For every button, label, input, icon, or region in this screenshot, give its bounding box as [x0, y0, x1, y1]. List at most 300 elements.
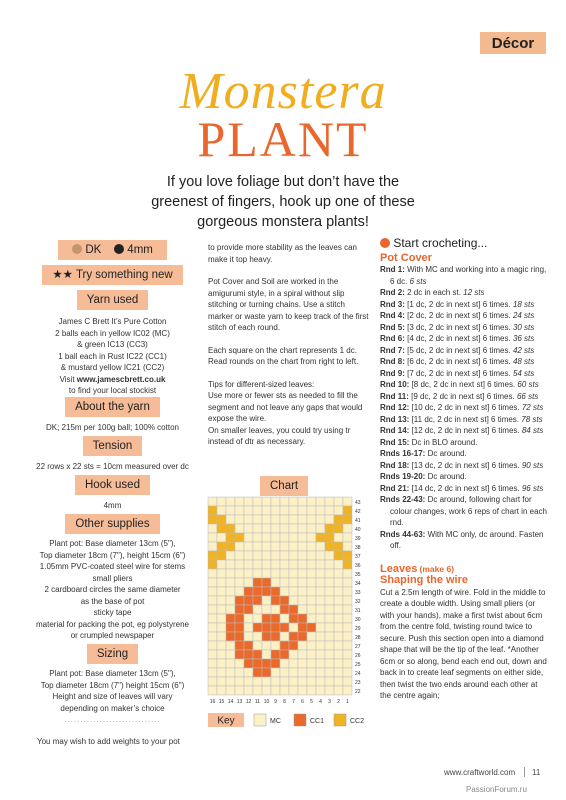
chart-cell [271, 560, 280, 569]
chart-cell [334, 614, 343, 623]
round-instruction [380, 310, 548, 322]
chart-cell [289, 542, 298, 551]
chart-cell [280, 524, 289, 533]
chart-cell [280, 578, 289, 587]
chart-cell [343, 632, 352, 641]
supplies-line: 1.05mm PVC-coated steel wire for stems [39, 562, 186, 571]
chart-cell [271, 596, 280, 605]
chart-cell [235, 668, 244, 677]
chart-cell [271, 569, 280, 578]
stitch-count: 54 sts [512, 368, 535, 378]
chart-cell [217, 659, 226, 668]
row-number: 31 [355, 608, 361, 614]
key-swatch [334, 714, 346, 726]
chart-cell [244, 578, 253, 587]
chart-cell [226, 587, 235, 596]
chart-cell [217, 497, 226, 506]
chart-cell [271, 515, 280, 524]
chart-cell [289, 668, 298, 677]
chart-cell [334, 551, 343, 560]
visit-text: Visit [59, 374, 75, 384]
row-number: 34 [355, 581, 361, 587]
paragraph: to provide more stability as the leaves can make it top heavy. [208, 243, 357, 264]
supplies-line: small pliers [92, 573, 133, 583]
wire-heading: Shaping the wire [380, 574, 469, 586]
chart-cell [235, 650, 244, 659]
chart-cell [307, 623, 316, 632]
round-instruction [380, 391, 548, 403]
chart-cell [325, 515, 334, 524]
chart-cell [280, 614, 289, 623]
chart-cell [208, 623, 217, 632]
chart-cell [244, 524, 253, 533]
stitch-count: 78 sts [521, 414, 543, 424]
chart-cell [307, 632, 316, 641]
chart-cell [334, 533, 343, 542]
yarn-line: 2 balls each in yellow IC02 (MC) [55, 328, 170, 338]
chart-cell [343, 668, 352, 677]
chart-cell [217, 596, 226, 605]
row-number: 36 [355, 563, 361, 569]
chart-cell [298, 623, 307, 632]
chart-cell [262, 668, 271, 677]
yarn-ball-icon [72, 244, 82, 254]
key-label: MC [270, 718, 281, 725]
chart-cell [226, 524, 235, 533]
chart-cell [226, 542, 235, 551]
chart-cell [334, 641, 343, 650]
chart-cell [244, 650, 253, 659]
round-text: [11 dc, 2 dc in next st] 6 times. [409, 414, 522, 424]
chart-cell [325, 605, 334, 614]
chart-cell [289, 632, 298, 641]
chart-cell [208, 641, 217, 650]
chart-cell [253, 578, 262, 587]
round-text: [2 dc, 2 dc in next st] 6 times. [404, 311, 513, 320]
round-text: [3 dc, 2 dc in next st] 6 times. [404, 322, 513, 332]
chart-cell [244, 542, 253, 551]
chart-cell [208, 560, 217, 569]
round-instruction [380, 425, 548, 437]
chart-cell [271, 641, 280, 650]
row-number: 29 [355, 626, 361, 632]
chart-cell [280, 650, 289, 659]
stitch-count: 24 sts [512, 311, 535, 320]
chart-cell [244, 677, 253, 686]
supplies-line: sticky tape [93, 608, 132, 617]
divider-dots: .............................. [64, 715, 161, 724]
chart-cell [208, 524, 217, 533]
chart-cell [289, 650, 298, 659]
chart-heading-label: Chart [260, 476, 308, 496]
chart-cell [217, 632, 226, 641]
chart-cell [235, 605, 244, 614]
chart-cell [298, 497, 307, 506]
chart-heading [260, 476, 308, 496]
round-instruction [380, 333, 548, 345]
chart-cell [235, 506, 244, 515]
sizing-line: Plant pot: Base diameter 13cm (5"), [49, 669, 176, 678]
chart-cell [262, 659, 271, 668]
chart-cell [271, 668, 280, 677]
chart-cell [325, 497, 334, 506]
round-instruction [380, 356, 548, 368]
chart-cell [298, 641, 307, 650]
chart-cell [235, 578, 244, 587]
chart-cell [244, 506, 253, 515]
yarn-url-link[interactable]: www.jamescbrett.co.uk [76, 374, 166, 384]
chart-cell [226, 551, 235, 560]
chart-cell [334, 605, 343, 614]
chart-cell [244, 569, 253, 578]
column-number: 7 [292, 699, 295, 705]
column-number: 9 [274, 699, 277, 705]
chart-cell [217, 569, 226, 578]
chart-cell [253, 605, 262, 614]
chart-cell [289, 497, 298, 506]
chart-cell [244, 632, 253, 641]
chart-cell [253, 506, 262, 515]
column-number: 6 [301, 699, 304, 705]
paragraph: Use more or fewer sts as needed to fill the segment and not leave any gaps that would expose the wire. [208, 391, 363, 423]
chart-cell [253, 497, 262, 506]
chart-cell [262, 587, 271, 596]
round-label: Rnd 3: [380, 299, 405, 309]
chart-cell [208, 632, 217, 641]
about-text: DK; 215m per 100g ball; 100% cotton [46, 423, 179, 432]
chart-cell [208, 569, 217, 578]
chart-cell [208, 551, 217, 560]
round-instruction [380, 448, 548, 460]
chart-cell [325, 569, 334, 578]
chart-cell [307, 686, 316, 695]
chart-cell [316, 686, 325, 695]
chart-cell [307, 524, 316, 533]
column-number: 11 [254, 699, 261, 705]
chart-cell [271, 614, 280, 623]
chart-cell [280, 587, 289, 596]
round-label: Rnd 4: [380, 311, 405, 320]
chart-cell [208, 578, 217, 587]
row-number: 40 [355, 527, 361, 533]
chart-cell [298, 605, 307, 614]
chart-cell [271, 524, 280, 533]
chart-cell [244, 515, 253, 524]
chart-cell [298, 659, 307, 668]
chart-cell [244, 551, 253, 560]
chart-cell [208, 515, 217, 524]
footer-url[interactable]: www.craftworld.com [444, 768, 516, 777]
chart-cell [325, 650, 334, 659]
chart-cell [280, 542, 289, 551]
supplies-line: Top diameter 18cm (7"), height 15cm (6") [39, 550, 186, 560]
chart-cell [217, 668, 226, 677]
chart-cell [298, 506, 307, 515]
chart-cell [334, 578, 343, 587]
chart-cell [226, 623, 235, 632]
chart-cell [289, 551, 298, 560]
chart-cell [235, 659, 244, 668]
round-text: [9 dc, 2 dc in next st] 6 times. [408, 391, 517, 401]
column-number: 4 [319, 699, 322, 705]
stitch-count: 42 sts [512, 345, 535, 355]
chart-cell [298, 632, 307, 641]
yarn-line: & green IC13 (CC3) [77, 340, 148, 349]
round-label: Rnd 7: [380, 345, 405, 355]
chart-cell [289, 614, 298, 623]
chart-cell [343, 587, 352, 596]
chart-cell [325, 686, 334, 695]
chart-cell [298, 542, 307, 551]
chart-cell [307, 515, 316, 524]
chart-cell [253, 515, 262, 524]
chart-cell [271, 551, 280, 560]
round-instruction [380, 437, 548, 449]
chart-cell [208, 542, 217, 551]
chart-cell [334, 677, 343, 686]
crochet-section [380, 238, 548, 702]
chart-cell [244, 659, 253, 668]
round-label: Rnd 11: [380, 391, 409, 401]
chart-cell [226, 515, 235, 524]
chart-cell [271, 677, 280, 686]
chart-cell [244, 614, 253, 623]
watermark: PassionForum.ru [466, 785, 527, 794]
chart-cell [343, 641, 352, 650]
chart-cell [262, 551, 271, 560]
chart-cell [298, 614, 307, 623]
column-number: 5 [310, 699, 313, 705]
chart-cell [298, 686, 307, 695]
chart-cell [271, 542, 280, 551]
chart-cell [262, 524, 271, 533]
chart-cell [343, 578, 352, 587]
crochet-icon [380, 238, 390, 248]
supplies-line: Plant pot: Base diameter 13cm (5"), [49, 539, 176, 548]
chart-cell [316, 641, 325, 650]
chart-cell [280, 659, 289, 668]
chart-cell [262, 542, 271, 551]
chart-cell [280, 596, 289, 605]
about-heading: About the yarn [65, 397, 160, 417]
chart-cell [271, 578, 280, 587]
round-label: Rnd 5: [380, 322, 405, 332]
chart-cell [343, 623, 352, 632]
chart-cell [217, 542, 226, 551]
chart-cell [262, 596, 271, 605]
chart-cell [262, 632, 271, 641]
chart-cell [226, 497, 235, 506]
chart-cell [343, 677, 352, 686]
chart-cell [298, 515, 307, 524]
chart-cell [316, 515, 325, 524]
chart-cell [253, 677, 262, 686]
chart-cell [289, 506, 298, 515]
col2-text [208, 242, 370, 448]
chart-cell [253, 596, 262, 605]
round-instruction [380, 494, 548, 529]
row-number: 37 [355, 554, 361, 560]
chart-cell [226, 641, 235, 650]
column-number: 15 [218, 699, 225, 705]
chart-cell [343, 551, 352, 560]
chart-cell [307, 542, 316, 551]
chart-cell [262, 533, 271, 542]
row-number: 32 [355, 599, 361, 605]
paragraph: On smaller leaves, you could try using tr instead of dtr as necessary. [208, 425, 351, 446]
chart-cell [271, 623, 280, 632]
row-number: 23 [355, 680, 361, 686]
chart-cell [226, 578, 235, 587]
chart-cell [343, 596, 352, 605]
hook-icon [114, 244, 124, 254]
stitch-count: 36 sts [512, 334, 535, 343]
sizing-heading: Sizing [87, 644, 138, 664]
chart-cell [289, 578, 298, 587]
chart-cell [334, 560, 343, 569]
chart-cell [235, 542, 244, 551]
round-text: With MC and working into a magic ring, 6 dc. [390, 265, 547, 286]
chart-cell [280, 551, 289, 560]
chart-cell [334, 659, 343, 668]
chart-cell [226, 686, 235, 695]
chart-cell [343, 659, 352, 668]
chart-cell [343, 506, 352, 515]
stitch-count: 96 sts [521, 483, 544, 493]
chart-cell [280, 515, 289, 524]
chart-cell [343, 686, 352, 695]
chart-cell [307, 533, 316, 542]
chart-cell [217, 587, 226, 596]
chart-cell [208, 677, 217, 686]
chart-cell [235, 632, 244, 641]
chart-cell [316, 668, 325, 677]
chart-cell [280, 560, 289, 569]
chart-cell [316, 533, 325, 542]
round-label: Rnd 18: [380, 460, 410, 470]
level-label: Try something new [75, 269, 173, 281]
chart-cell [316, 596, 325, 605]
chart-cell [298, 569, 307, 578]
column-number: 12 [245, 699, 252, 705]
chart-cell [208, 605, 217, 614]
round-label: Rnd 13: [380, 414, 410, 424]
stitch-count: 60 sts [517, 380, 539, 389]
chart-cell [343, 605, 352, 614]
chart-cell [325, 506, 334, 515]
stitch-count: 90 sts [521, 460, 544, 470]
chart-cell [271, 605, 280, 614]
chart-cell [307, 641, 316, 650]
row-number: 30 [355, 617, 361, 623]
round-label: Rnd 1: [380, 265, 405, 274]
chart-cell [325, 542, 334, 551]
chart-cell [253, 632, 262, 641]
chart-cell [235, 497, 244, 506]
chart-cell [280, 497, 289, 506]
round-instruction [380, 529, 548, 552]
round-text: [6 dc, 2 dc in next st] 6 times. [404, 357, 513, 366]
chart-cell [298, 677, 307, 686]
chart-cell [262, 569, 271, 578]
round-text: 2 dc in each st. [404, 288, 464, 297]
chart-cell [280, 569, 289, 578]
round-text: Dc around. [425, 449, 467, 458]
hook-heading: Hook used [75, 475, 150, 495]
chart-cell [226, 668, 235, 677]
sizing-section [30, 644, 195, 726]
round-instruction [380, 368, 548, 380]
chart-cell [307, 578, 316, 587]
chart-cell [316, 614, 325, 623]
row-number: 22 [355, 689, 361, 695]
about-section [30, 397, 195, 434]
chart-cell [316, 650, 325, 659]
chart-cell [334, 668, 343, 677]
stitch-count: 84 sts [521, 426, 544, 435]
specs-pill [30, 240, 195, 260]
crochet-heading: Start crocheting... [393, 236, 488, 250]
chart-cell [226, 632, 235, 641]
column-number: 1 [346, 699, 349, 705]
chart-cell [262, 677, 271, 686]
chart-cell [208, 659, 217, 668]
chart-cell [271, 497, 280, 506]
row-number: 24 [355, 671, 361, 677]
chart-cell [217, 524, 226, 533]
chart-cell [253, 524, 262, 533]
yarn-line: 1 ball each in Rust IC22 (CC1) [58, 351, 167, 361]
chart-cell [226, 614, 235, 623]
chart-cell [226, 605, 235, 614]
chart-cell [289, 605, 298, 614]
chart-cell [226, 596, 235, 605]
round-label: Rnds 19-20: [380, 472, 426, 481]
chart-cell [244, 605, 253, 614]
round-text: [1 dc, 2 dc in next st] 6 times. [404, 299, 513, 309]
chart-cell [334, 506, 343, 515]
chart-cell [334, 497, 343, 506]
chart-cell [325, 614, 334, 623]
row-number: 28 [355, 635, 361, 641]
row-number: 27 [355, 644, 361, 650]
chart-cell [316, 497, 325, 506]
chart-cell [316, 623, 325, 632]
yarn-line: James C Brett It’s Pure Cotton [58, 317, 167, 326]
sizing-line: Top diameter 18cm (7") height 15cm (6") [40, 680, 185, 690]
chart-cell [316, 551, 325, 560]
round-text: [10 dc, 2 dc in next st] 6 times. [409, 403, 522, 412]
stitch-count: 72 sts [521, 403, 544, 412]
round-instruction [380, 414, 548, 426]
chart-cell [217, 677, 226, 686]
chart-cell [235, 524, 244, 533]
chart-cell [244, 560, 253, 569]
chart-cell [343, 533, 352, 542]
chart-cell [280, 668, 289, 677]
chart-cell [244, 497, 253, 506]
paragraph: Tips for different-sized leaves: [208, 379, 315, 389]
round-instruction [380, 287, 548, 299]
stitch-count: 30 sts [512, 322, 535, 332]
chart-cell [298, 533, 307, 542]
chart-cell [262, 623, 271, 632]
chart-cell [280, 686, 289, 695]
round-text: [7 dc, 2 dc in next st] 6 times. [404, 368, 513, 378]
stitch-count: 12 sts [463, 288, 485, 297]
chart-cell [262, 560, 271, 569]
chart-cell [298, 668, 307, 677]
